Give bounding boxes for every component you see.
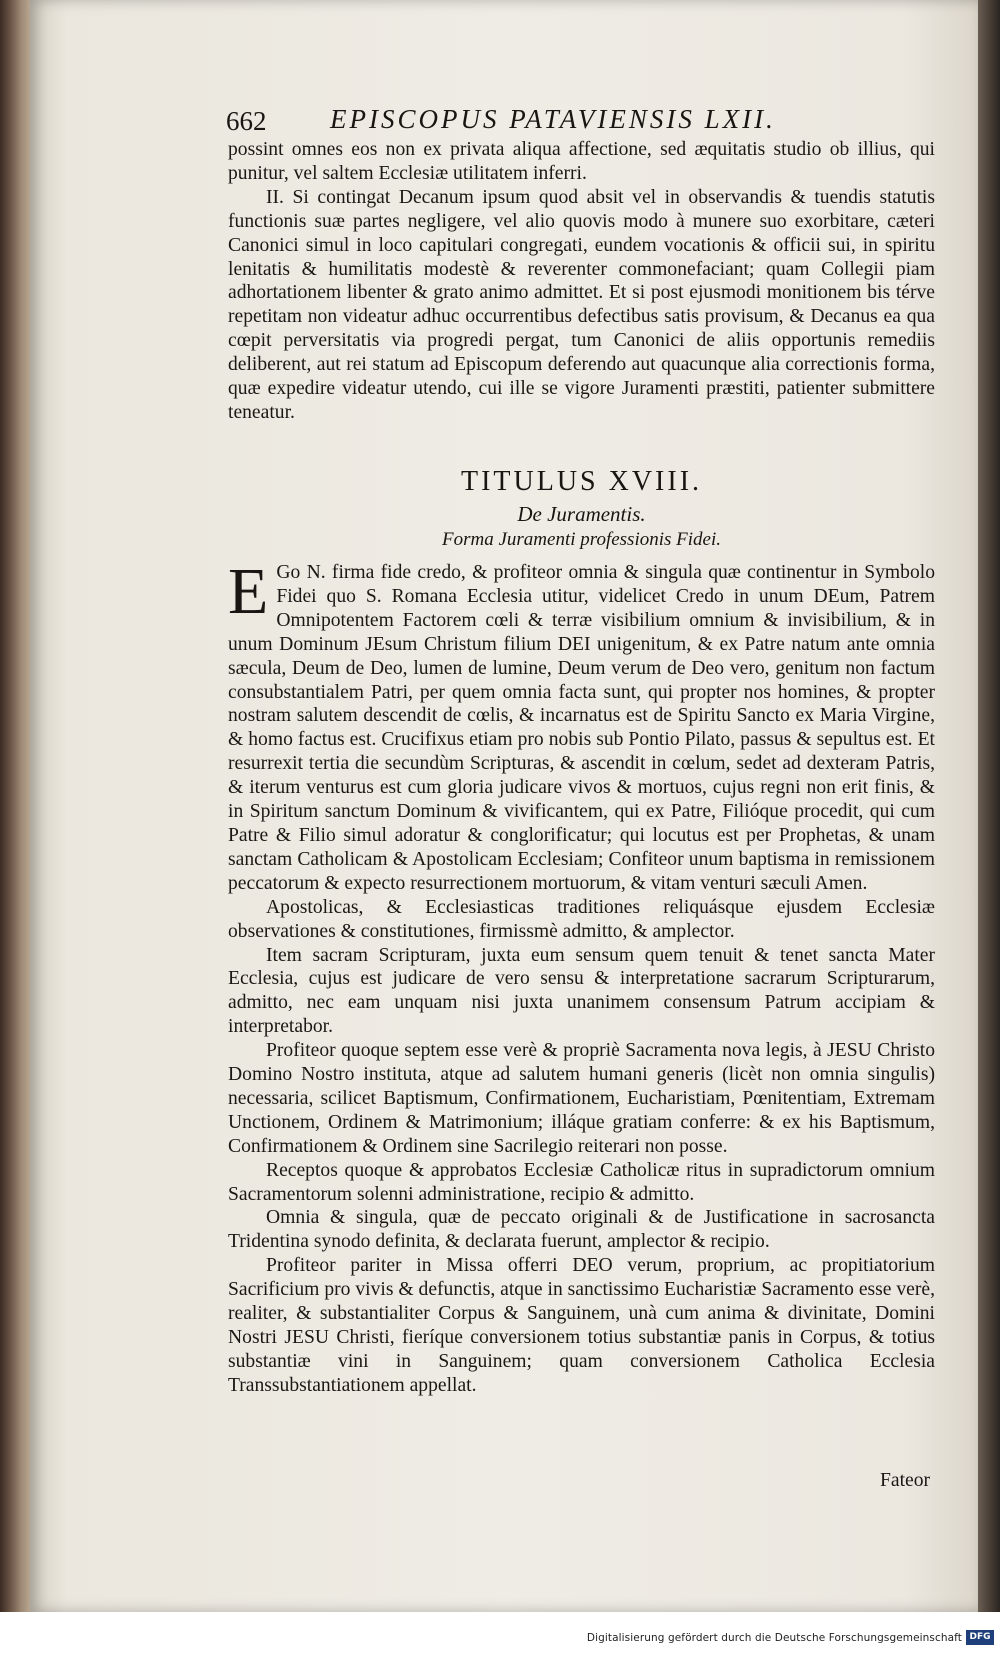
- section-subtitle: De Juramentis.: [517, 502, 646, 526]
- page-number: 662: [226, 106, 267, 136]
- paragraph-sacramenta: Profiteor quoque septem esse verè & propriè Sacramenta nova legis, à JESU Christo Domino Nostro instituta, atque ad salutem humani generis (licèt non omnia singulis) necessaria, scilicet Baptismum, Confirmationem, Eucharistiam, Pœnitentiam, Extremam Unctionem, Ordinem & Matrimonium; illáque gratiam conferre: & ex his Baptismum, Confirmationem & Ordinem sine Sacrilegio reiterari non posse.: [228, 1040, 935, 1157]
- dfg-logo: DFG: [966, 1630, 994, 1645]
- paragraph-missa: Profiteor pariter in Missa offerri DEO verum, proprium, ac propitiatorium Sacrificium pro vivis & defunctis, atque in sanctissimo Eucharistiæ Sacramento esse verè, realiter, & substantialiter Corpus & Sanguinem, unà cum anima & divinitate, Domini Nostri JESU Christi, fieríque conversionem totius substantiæ panis in Corpus, & totius substantiæ vini in Sanguinem; quam conversionem Catholica Ecclesia Transsubstantiationem appellat.: [228, 1255, 935, 1396]
- drop-cap-initial: E: [228, 555, 269, 628]
- section-title: TITULUS XVIII.: [460, 466, 703, 497]
- paragraph-credo-text: Go N. firma fide credo, & profiteor omnia & singula quæ continentur in Symbolo Fidei quo S. Romana Ecclesia utitur, videlicet Credo in unum DEum, Patrem Omnipotentem Factorem cœli & terræ visibilium omnium & invisibilium, & in unum Dominum JEsum Christum filium DEI unigenitum, & ex Patre natum ante omnia sæcula, Deum de Deo, lumen de lumine, Deum verum de Deo vero, genitum non factum consubstantialem Patri, per quem omnia facta sunt, qui propter nos homines, & propter nostram salutem descendit de cœlis, & incarnatus est de Spiritu Sancto ex Maria Virgine, & homo factus est. Crucifixus etiam pro nobis sub Pontio Pilato, passus & sepultus est. Et resurrexit tertia die secundùm Scripturas, & ascendit in cœlum, sedet ad dexteram Patris, & iterum venturus est cum gloria judicare vivos & mortuos, cujus regni non erit finis, & in Spiritum sanctum Dominum & vivificantem, qui ex Patre, Filióque procedit, qui cum Patre & Filio simul adoratur & conglorificatur; qui locutus est per Prophetas, & unam sanctam Catholicam & Apostolicam Ecclesiam; Confiteor unum baptisma in remissionem peccatorum & expecto resurrectionem mortuorum, & vitam venturi sæculi Amen.: [228, 562, 935, 894]
- paragraph-continuation: possint omnes eos non ex privata aliqua affectione, sed æquitatis studio ob illius, qui punitur, vel saltem Ecclesiæ utilitatem inferri.: [228, 139, 935, 184]
- catchword: Fateor: [880, 1470, 931, 1491]
- paragraph-ritus: Receptos quoque & approbatos Ecclesiæ Catholicæ ritus in supradictorum omnium Sacramentorum solenni administratione, recipio & admitto.: [228, 1159, 935, 1205]
- paragraph-decanus: II. Si contingat Decanum ipsum quod absit vel in observandis & tuendis statutis functionis suæ partes negligere, vel alio quovis modo à munere suo exorbitare, cæteri Canonici simul in loco capitulari congregati, eundem vocationis & officii sui, in spiritu lenitatis & humilitatis modestè & reverenter commonefaciant; quam Collegii piam adhortationem libenter & grato animo admittet. Et si post ejusmodi monitionem bis térve repetitam non videatur adhuc occurrentibus defectibus satis provisum, & Decanus ea qua cœpit perversitatis via progredi pergat, tum Canonici de aliis opportunis remediis deliberent, aut rei statum ad Episcopum deferendo aut quacunque alia correctionis forma, quæ expedire videatur utendo, cui ille se vigore Juramenti præstiti, patienter submittere teneatur.: [228, 186, 935, 423]
- funding-credit: Digitalisierung gefördert durch die Deutsche Forschungsgemeinschaft: [586, 1632, 962, 1644]
- paragraph-traditiones: Apostolicas, & Ecclesiasticas traditiones reliquásque ejusdem Ecclesiæ observationes & constitutiones, firmissmè admitto, & amplector.: [228, 896, 935, 942]
- text-block-oath: [228, 555, 935, 1398]
- page-edge-shadow: [978, 0, 1000, 1612]
- paragraph-credo: [228, 555, 935, 896]
- page-header: [226, 102, 926, 142]
- book-spine: [0, 0, 30, 1615]
- paragraph-peccato-originali: Omnia & singula, quæ de peccato originali & de Justificatione in sacrosancta Tridentina synodo definita, & declarata fuerunt, amplector & recipio.: [228, 1207, 935, 1253]
- section-subtitle-forma: Forma Juramenti professionis Fidei.: [442, 529, 721, 550]
- text-block-statutes: [228, 138, 935, 425]
- running-head: EPISCOPUS PATAVIENSIS LXII.: [330, 104, 776, 134]
- paragraph-scriptura: Item sacram Scripturam, juxta eum sensum quem tenuit & tenet sancta Mater Ecclesia, cujus est judicare de vero sensu & interpretatione sacrarum Scripturarum, admitto, nec eam unquam nisi juxta unanimem consensum Patrum accipiam & interpretabor.: [228, 944, 935, 1038]
